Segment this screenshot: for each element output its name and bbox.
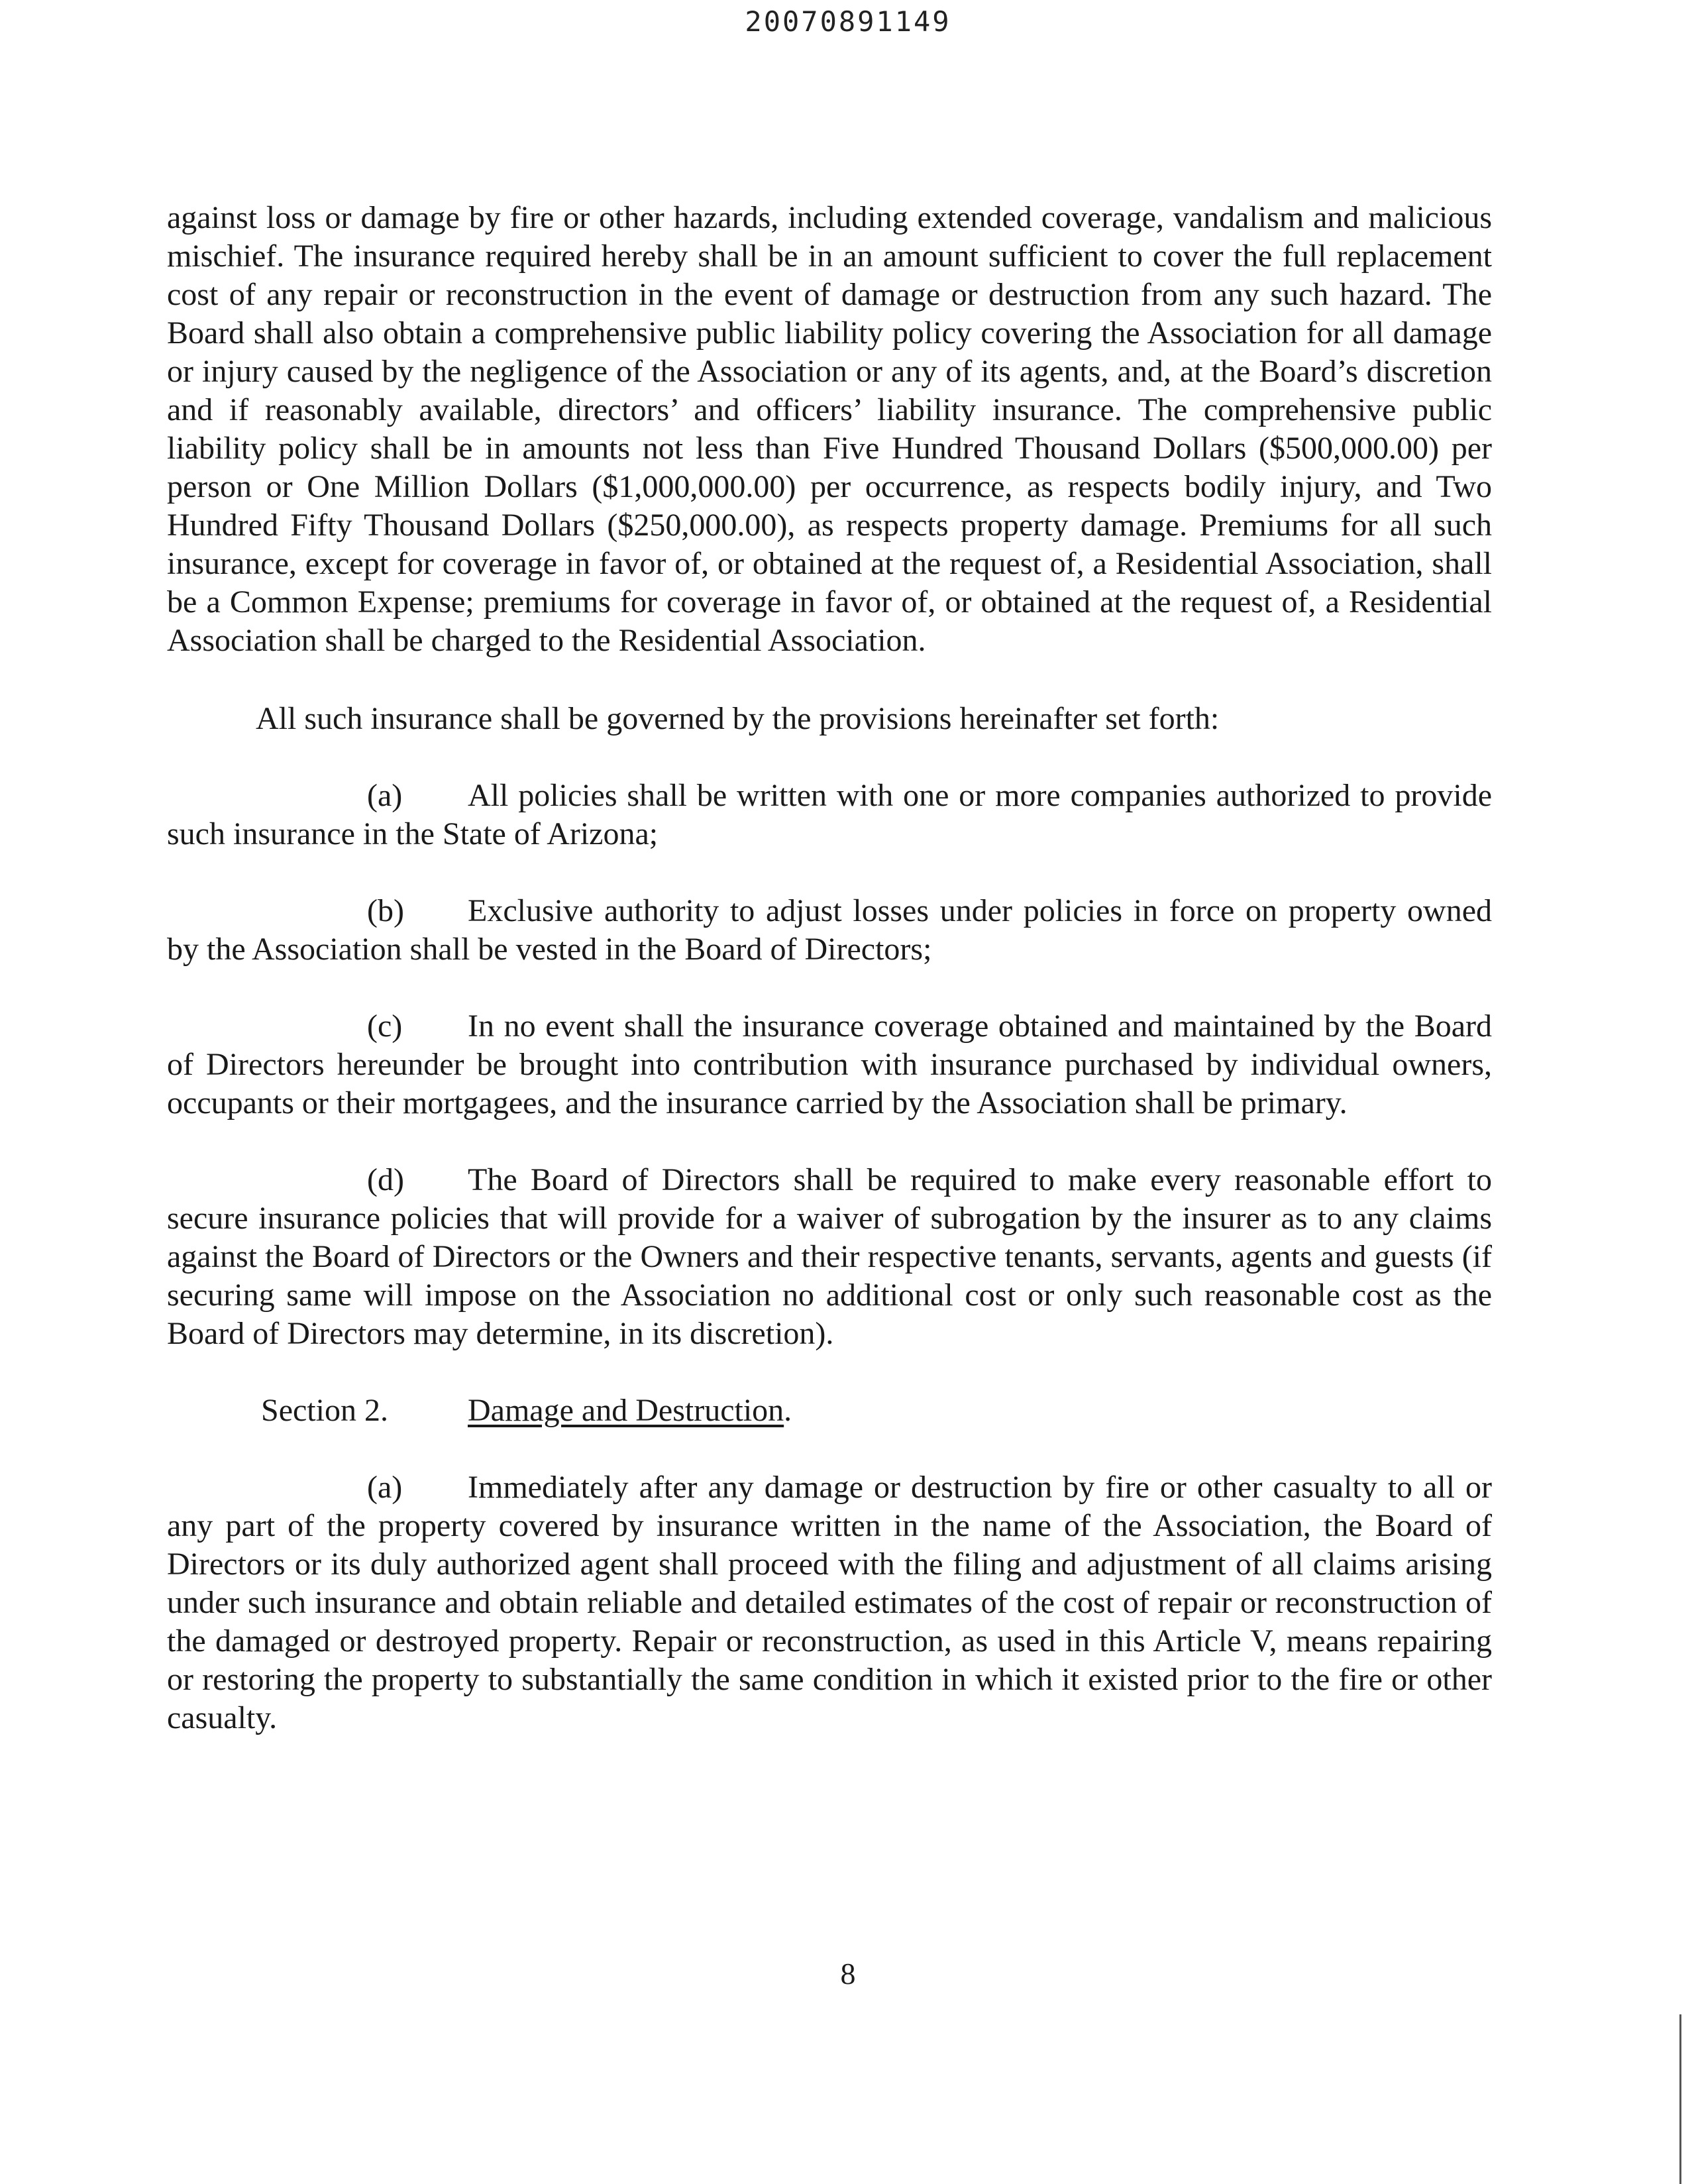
page-number: 8 [840,1957,856,1991]
provision-item-b [167,892,1492,969]
section-2-item-a [167,1468,1492,1737]
provision-label: (a) [367,1470,403,1505]
section-2-heading [167,1392,1492,1430]
provision-label: (c) [367,1009,403,1044]
provision-item-a [167,777,1492,853]
provision-text: Immediately after any damage or destruction by fire or other casualty to all or any part of the property covered by insurance written in the name of the Association, the Board of Directors or its duly authorized agent shall proceed with the filing and adjustment of all claims arising under such insurance and obtain reliable and detailed estimates of the cost of repair or reconstruction of the damaged or destroyed property. Repair or reconstruction, as used in this Article V, means repairing or restoring the property to substantially the same condition in which it existed prior to the fire or other casualty. [167,1470,1492,1735]
provision-label: (b) [367,893,404,928]
provision-label: (d) [367,1162,404,1197]
document-body [167,199,1492,1737]
provision-text: Exclusive authority to adjust losses under policies in force on property owned by the Association shall be vested in the Board of Directors; [167,893,1492,967]
provision-item-d [167,1161,1492,1353]
insurance-paragraph: against loss or damage by fire or other hazards, including extended coverage, vandalism and malicious mischief. The insurance required hereby shall be in an amount sufficient to cover the full replacement cost of any repair or reconstruction in the event of damage or destruction from any such hazard. The Board shall also obtain a comprehensive public liability policy covering the Association for all damage or injury caused by the negligence of the Association or any of its agents, and, at the Board’s discretion and if reasonably available, directors’ and officers’ liability insurance. The comprehensive public liability policy shall be in amounts not less than Five Hundred Thousand Dollars ($500,000.00) per person or One Million Dollars ($1,000,000.00) per occurrence, as respects bodily injury, and Two Hundred Fifty Thousand Dollars ($250,000.00), as respects property damage. Premiums for all such insurance, except for coverage in favor of, or obtained at the request of, a Residential Association, shall be a Common Expense; premiums for coverage in favor of, or obtained at the request of, a Residential Association shall be charged to the Residential Association. [167,200,1492,658]
section-title-suffix: . [784,1393,792,1428]
provision-text: The Board of Directors shall be required to make every reasonable effort to secure insurance policies that will provide for a waiver of subrogation by the insurer as to any claims against the Board of Directors or the Owners and their respective tenants, servants, agents and guests (if securing same will impose on the Association no additional cost or only such reasonable cost as the Board of Directors may determine, in its discretion). [167,1162,1492,1351]
section-label: Section 2. [261,1393,388,1428]
provision-text: In no event shall the insurance coverage obtained and maintained by the Board of Directors hereunder be brought into contribution with insurance purchased by individual owners, occupants or their mortgagees, and the insurance carried by the Association shall be primary. [167,1009,1492,1120]
provision-item-c [167,1007,1492,1122]
provisions-intro-paragraph: All such insurance shall be governed by the provisions hereinafter set forth: [256,701,1220,736]
document-number: 20070891149 [745,5,951,38]
provision-label: (a) [367,778,403,813]
provision-text: All policies shall be written with one or more companies authorized to provide such insurance in the State of Arizona; [167,778,1492,851]
section-title: Damage and Destruction [468,1393,784,1428]
scan-margin-line [1679,2014,1681,2184]
